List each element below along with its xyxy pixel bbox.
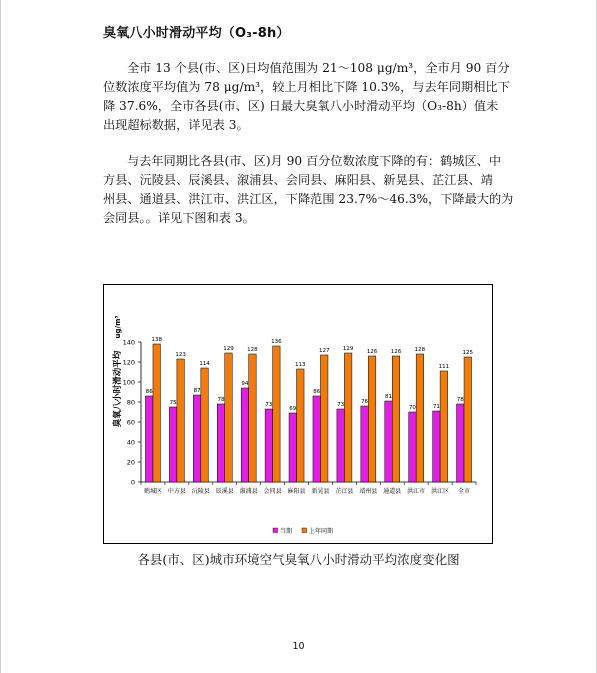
data-label: 123: [175, 352, 186, 358]
x-tick-label: 溆浦县: [239, 488, 258, 495]
paragraph-line: 全市 13 个县(市、区)日均值范围为 21～108 μg/m³，全市月 90 百分: [127, 61, 510, 75]
bar: [297, 369, 305, 482]
data-label: 78: [456, 397, 464, 403]
bar: [249, 354, 257, 482]
y-axis-label: 臭氧八小时滑动平均: [113, 350, 123, 428]
data-label: 136: [271, 339, 282, 345]
legend-swatch: [273, 528, 278, 533]
data-label: 129: [342, 346, 354, 352]
y-axis-unit: ug/m³: [114, 315, 122, 339]
y-tick-label: 20: [126, 458, 135, 467]
data-label: 128: [247, 347, 258, 353]
y-tick-label: 100: [122, 378, 135, 387]
x-tick-label: 麻阳县: [287, 488, 306, 495]
x-tick-label: 鹤城区: [143, 488, 162, 495]
bar: [361, 406, 369, 482]
x-tick-label: 通道县: [383, 488, 402, 495]
paragraph-line: 方县、沅陵县、辰溪县、溆浦县、会同县、麻阳县、新晃县、芷江县、靖: [103, 173, 493, 187]
data-label: 86: [313, 389, 321, 395]
x-tick-label: 新晃县: [311, 488, 330, 495]
bar: [289, 413, 297, 482]
bar: [273, 346, 281, 482]
chart-frame: [103, 284, 493, 544]
bar: [416, 354, 424, 482]
bar: [440, 371, 448, 482]
bar: [337, 409, 345, 482]
section-heading: 臭氧八小时滑动平均（O₃-8h）: [103, 26, 290, 41]
bar: [457, 404, 465, 482]
data-label: 126: [366, 349, 378, 355]
bar: [201, 368, 209, 482]
bar: [241, 388, 249, 482]
data-label: 75: [169, 400, 177, 406]
bar: [153, 344, 161, 482]
y-tick-label: 80: [126, 398, 135, 407]
paragraph-line: 降 37.6%，全市各县(市、区) 日最大臭氧八小时滑动平均（O₃-8h）值未: [103, 99, 499, 113]
x-tick-label: 沅陵县: [191, 488, 210, 495]
paragraph-line: 州县、通道县、洪江市、洪江区，下降范围 23.7%～46.3%，下降最大的为: [103, 192, 514, 206]
chart-axes: [141, 342, 476, 482]
legend-swatch: [302, 528, 307, 533]
x-tick-label: 洪江市: [407, 488, 426, 495]
data-label: 73: [265, 402, 273, 408]
page-edge-left: [0, 0, 1, 673]
bar: [392, 356, 400, 482]
data-label: 113: [295, 362, 306, 368]
bar: [320, 355, 328, 482]
y-axis-ticks: [123, 339, 141, 487]
figure-caption: 各县(市、区)城市环境空气臭氧八小时滑动平均浓度变化图: [137, 552, 460, 567]
bar-series: [145, 344, 471, 482]
bar: [225, 353, 233, 482]
bar: [265, 409, 273, 482]
data-label: 126: [390, 349, 402, 355]
bar: [368, 356, 376, 482]
data-label: 111: [438, 364, 450, 370]
paragraph-line: 与去年同期比各县(市、区)月 90 百分位数浓度下降的有：鹤城区、中: [127, 154, 502, 168]
paragraph-line: 出现超标数据，详见表 3。: [103, 118, 249, 132]
y-tick-label: 60: [126, 418, 135, 427]
x-tick-label: 全市: [458, 488, 471, 495]
data-label: 70: [408, 405, 416, 411]
bar: [344, 353, 352, 482]
data-label: 76: [361, 399, 369, 405]
paragraph-comparison: [103, 152, 514, 228]
data-label: 69: [289, 406, 297, 412]
data-label: 127: [318, 348, 330, 354]
chart-legend: [273, 527, 333, 535]
paragraph-line: 会同县。。详见下图和表 3。: [103, 211, 255, 225]
data-label: 114: [199, 361, 210, 367]
x-axis-ticks: [141, 482, 476, 495]
data-label: 94: [241, 381, 249, 387]
data-label: 125: [462, 350, 474, 356]
bar: [409, 412, 417, 482]
bar: [217, 404, 225, 482]
bar: [313, 396, 321, 482]
bar: [169, 407, 177, 482]
x-tick-label: 辰溪县: [215, 488, 234, 495]
data-label: 81: [385, 394, 392, 400]
x-tick-label: 会同县: [263, 488, 282, 495]
data-label: 87: [193, 388, 201, 394]
bar: [385, 401, 393, 482]
x-tick-label: 中方县: [167, 488, 186, 495]
bar: [433, 411, 441, 482]
bar: [464, 357, 472, 482]
data-label: 86: [145, 389, 153, 395]
data-label: 129: [223, 346, 234, 352]
paragraph-summary: [103, 59, 510, 135]
x-tick-label: 靖州县: [359, 488, 378, 495]
bar: [177, 359, 185, 482]
bar: [145, 396, 153, 482]
bar-chart: [104, 285, 492, 543]
y-tick-label: 140: [122, 338, 135, 347]
y-tick-label: 120: [122, 358, 135, 367]
data-label: 78: [217, 397, 225, 403]
data-label: 128: [414, 347, 426, 353]
data-label: 73: [337, 402, 345, 408]
page-number: 10: [292, 641, 305, 652]
data-label: 71: [432, 404, 440, 410]
x-tick-label: 洪江区: [431, 488, 450, 495]
x-tick-label: 芷江县: [335, 488, 354, 495]
legend-label: 当期: [280, 528, 293, 535]
data-label: 138: [151, 337, 162, 343]
y-tick-label: 40: [126, 438, 135, 447]
bar: [193, 395, 201, 482]
y-tick-label: 0: [130, 478, 135, 487]
legend-label: 上年同期: [309, 528, 334, 535]
paragraph-line: 位数浓度平均值为 78 μg/m³，较上月相比下降 10.3%，与去年同期相比下: [103, 80, 510, 94]
